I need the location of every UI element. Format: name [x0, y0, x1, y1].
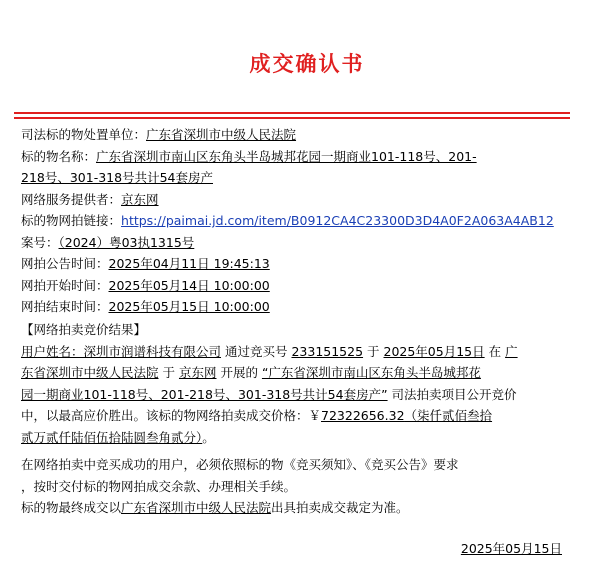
final-prefix: 标的物最终成交以	[21, 500, 122, 515]
result-text: 于	[158, 365, 179, 380]
document-body	[21, 124, 570, 519]
result-court: 东省深圳市中级人民法院	[21, 365, 159, 380]
issue-date: 2025年05月15日	[460, 541, 562, 556]
start-label: 网拍开始时间：	[21, 277, 109, 293]
provider-value: 京东网	[121, 191, 159, 207]
end-row	[21, 296, 570, 318]
document-title: 成交确认书	[249, 52, 365, 76]
start-value: 2025年05月14日 10:00:00	[108, 277, 270, 293]
item-link[interactable]: https://paimai.jd.com/item/B0912CA4C23300D3D4A0F2A063A4AB12	[121, 213, 554, 228]
title-divider-top	[14, 112, 570, 114]
result-court: 广	[505, 343, 518, 359]
result-date: 2025年05月15日	[383, 343, 485, 359]
result-provider: 京东网	[178, 365, 217, 380]
announce-row	[21, 253, 570, 275]
notice-line-1: 在网络拍卖中竞买成功的用户，必须依照标的物《竞买须知》、《竞买公告》要求	[21, 457, 459, 472]
result-text: 在	[484, 343, 506, 359]
bid-number: 233151525	[291, 343, 364, 359]
notice-paragraph	[21, 454, 570, 497]
end-label: 网拍结束时间：	[21, 299, 109, 314]
result-line-3	[21, 384, 570, 406]
final-suffix: 出具拍卖成交裁定为准。	[271, 500, 409, 515]
case-value: （2024）粤03执1315号	[58, 234, 195, 250]
name-label: 标的物名称：	[21, 148, 97, 164]
result-text: 开展的	[216, 365, 262, 380]
name-value-line2: 218号、301-318号共计54套房产	[21, 170, 213, 185]
case-label: 案号：	[21, 234, 59, 250]
case-row	[21, 232, 570, 254]
result-line-5	[21, 427, 570, 449]
court-row	[21, 124, 570, 146]
final-court: 广东省深圳市中级人民法院	[121, 500, 272, 515]
announce-label: 网拍公告时间：	[21, 256, 109, 271]
result-text: 于	[363, 343, 384, 359]
result-text: 通过竞买号	[221, 343, 292, 359]
deal-price: 72322656.32	[321, 408, 405, 423]
result-text: 司法拍卖项目公开竞价	[387, 386, 517, 402]
result-text: 中，以最高应价胜出。该标的物网络拍卖成交价格：￥	[21, 408, 322, 423]
result-item-name: 园一期商业101-118号、201-218号、301-318号共计54套房产”	[21, 386, 388, 402]
provider-row	[21, 189, 570, 211]
announce-value: 2025年04月11日 19:45:13	[108, 256, 270, 271]
result-item-name: “广东省深圳市南山区东角头半岛城邦花	[261, 365, 481, 380]
name-value-line1: 广东省深圳市南山区东角头半岛城邦花园一期商业101-118号、201-	[96, 148, 477, 164]
result-line-4	[21, 405, 570, 427]
name-row-cont	[21, 167, 570, 189]
result-heading: 【网络拍卖竞价结果】	[21, 321, 147, 337]
link-label: 标的物网拍链接：	[21, 213, 122, 228]
notice-line-2: ，按时交付标的物网拍成交余款、办理相关手续。	[21, 478, 297, 494]
name-row	[21, 146, 570, 168]
final-line	[21, 497, 570, 519]
provider-label: 网络服务提供者：	[21, 191, 122, 207]
title-divider-bottom	[14, 117, 570, 119]
court-label: 司法标的物处置单位：	[21, 127, 147, 142]
court-value: 广东省深圳市中级人民法院	[146, 127, 297, 142]
link-row	[21, 210, 570, 232]
result-line-2	[21, 362, 570, 384]
result-text: 。	[202, 429, 215, 445]
result-line-1	[21, 341, 570, 363]
deal-price-words: （柒仟贰佰叁拾	[404, 408, 493, 423]
result-paragraph	[21, 341, 570, 449]
end-value: 2025年05月15日 10:00:00	[108, 299, 270, 314]
deal-price-words: 贰万贰仟陆佰伍拾陆圆叁角贰分）	[21, 429, 203, 445]
winner-name: 用户姓名：深圳市润谱科技有限公司	[21, 343, 222, 359]
start-row	[21, 275, 570, 297]
